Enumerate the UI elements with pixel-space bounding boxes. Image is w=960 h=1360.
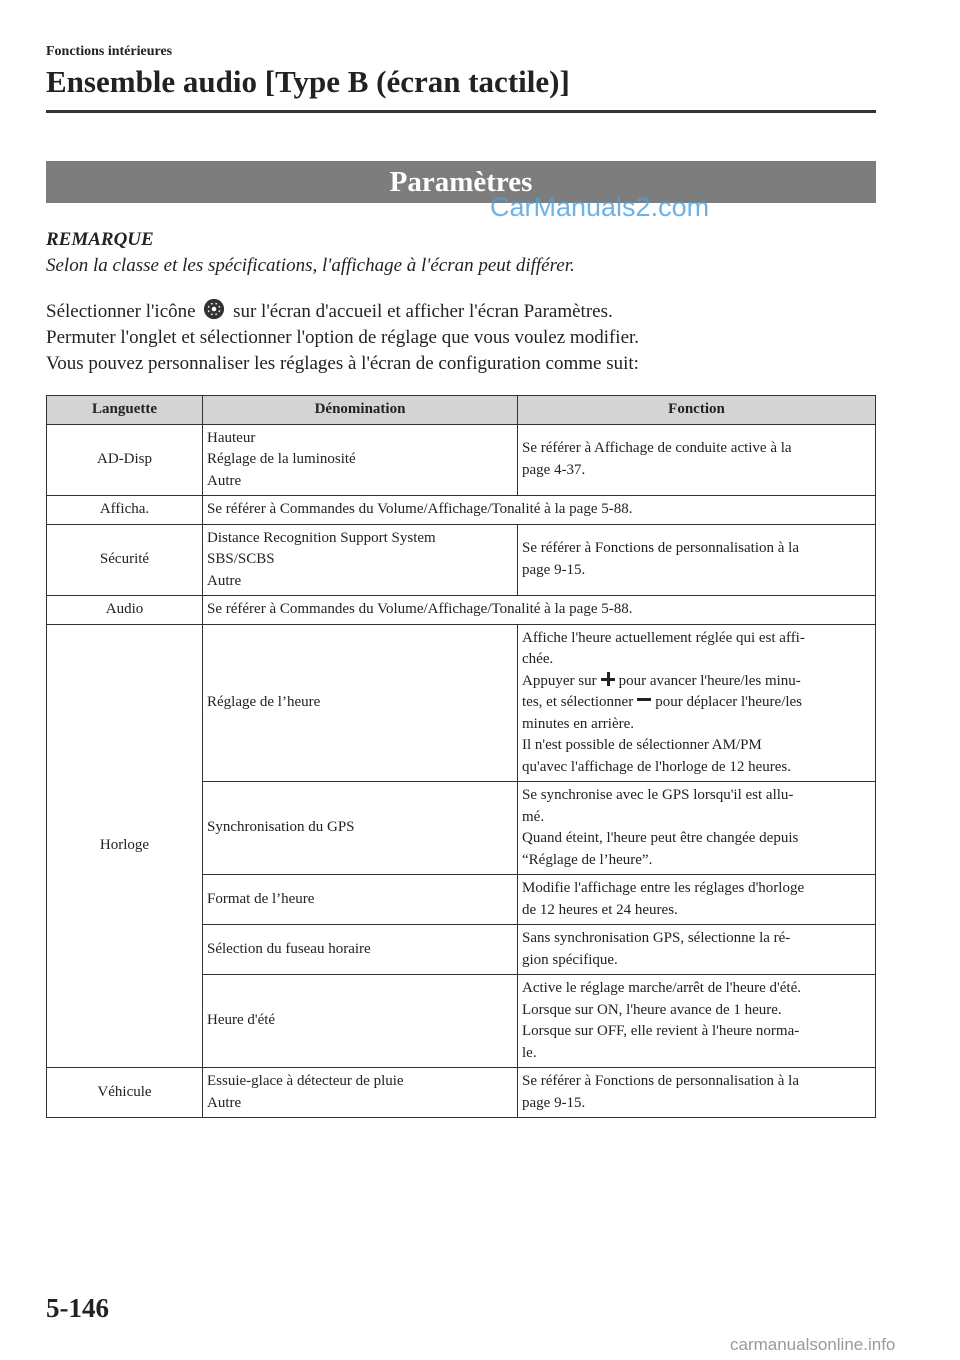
name-cell: Hauteur Réglage de la luminosité Autre <box>203 424 518 496</box>
span-cell: Se référer à Commandes du Volume/Affichage/Tonalité à la page 5-88. <box>203 596 876 625</box>
table-row <box>47 496 876 525</box>
name-cell: Réglage de l’heure <box>203 624 518 782</box>
name-cell: Sélection du fuseau horaire <box>203 925 518 975</box>
name-cell: Distance Recognition Support System SBS/SCBS Autre <box>203 524 518 596</box>
settings-table <box>46 395 876 1118</box>
header-denomination: Dénomination <box>203 396 518 425</box>
span-cell: Se référer à Commandes du Volume/Affichage/Tonalité à la page 5-88. <box>203 496 876 525</box>
section-banner: Paramètres <box>46 161 876 203</box>
table-header-row <box>47 396 876 425</box>
table-row <box>47 624 876 782</box>
footer-site-watermark: carmanualsonline.info <box>730 1335 896 1354</box>
intro-line-3: Vous pouvez personnaliser les réglages à l'écran de configuration comme suit: <box>46 353 639 374</box>
name-cell: Essuie-glace à détecteur de pluie Autre <box>203 1068 518 1118</box>
function-cell: Se référer à Affichage de conduite active à la page 4-37. <box>518 424 876 496</box>
intro-line-1: Sélectionner l'icône sur l'écran d'accueil et afficher l'écran Paramètres. <box>46 298 886 325</box>
section-label: Fonctions intérieures <box>46 44 173 59</box>
chapter-title: Ensemble audio [Type B (écran tactile)] <box>46 64 570 99</box>
function-cell: Affiche l'heure actuellement réglée qui est affi- chée. Appuyer sur pour avancer l'heure/les minu- tes, et sélectionner pour déplacer l'heure/les minutes en arrière. Il n'est possible de sélectionner AM/PM qu'avec l'affichage de l'horloge de 12 heures. <box>518 624 876 782</box>
table-row <box>47 524 876 596</box>
page-number: 5-146 <box>46 1293 109 1323</box>
watermark: CarManuals2.com <box>490 192 710 222</box>
settings-gear-icon <box>203 298 225 320</box>
table-row <box>47 596 876 625</box>
table-row <box>47 424 876 496</box>
tab-cell: Horloge <box>47 624 203 1068</box>
intro-line-2: Permuter l'onglet et sélectionner l'option de réglage que vous voulez modifier. <box>46 327 640 348</box>
function-cell: Se référer à Fonctions de personnalisation à la page 9-15. <box>518 524 876 596</box>
header-rule <box>46 110 876 113</box>
function-cell: Active le réglage marche/arrêt de l'heure d'été. Lorsque sur ON, l'heure avance de 1 heure. Lorsque sur OFF, elle revient à l'heure norma- le. <box>518 975 876 1068</box>
name-cell: Format de l’heure <box>203 875 518 925</box>
remarque-title: REMARQUE <box>46 229 154 250</box>
minus-icon <box>636 692 652 708</box>
function-cell: Se synchronise avec le GPS lorsqu'il est allu- mé. Quand éteint, l'heure peut être changée depuis “Réglage de l’heure”. <box>518 782 876 875</box>
remarque-text: Selon la classe et les spécifications, l'affichage à l'écran peut différer. <box>46 255 575 276</box>
function-cell: Sans synchronisation GPS, sélectionne la ré- gion spécifique. <box>518 925 876 975</box>
tab-cell: Afficha. <box>47 496 203 525</box>
intro-text <box>46 298 886 377</box>
table-row <box>47 1068 876 1118</box>
plus-icon <box>600 671 616 687</box>
function-cell: Se référer à Fonctions de personnalisation à la page 9-15. <box>518 1068 876 1118</box>
header-fonction: Fonction <box>518 396 876 425</box>
name-cell: Heure d'été <box>203 975 518 1068</box>
tab-cell: AD-Disp <box>47 424 203 496</box>
function-cell: Modifie l'affichage entre les réglages d'horloge de 12 heures et 24 heures. <box>518 875 876 925</box>
tab-cell: Sécurité <box>47 524 203 596</box>
tab-cell: Audio <box>47 596 203 625</box>
tab-cell: Véhicule <box>47 1068 203 1118</box>
header-languette: Languette <box>47 396 203 425</box>
name-cell: Synchronisation du GPS <box>203 782 518 875</box>
